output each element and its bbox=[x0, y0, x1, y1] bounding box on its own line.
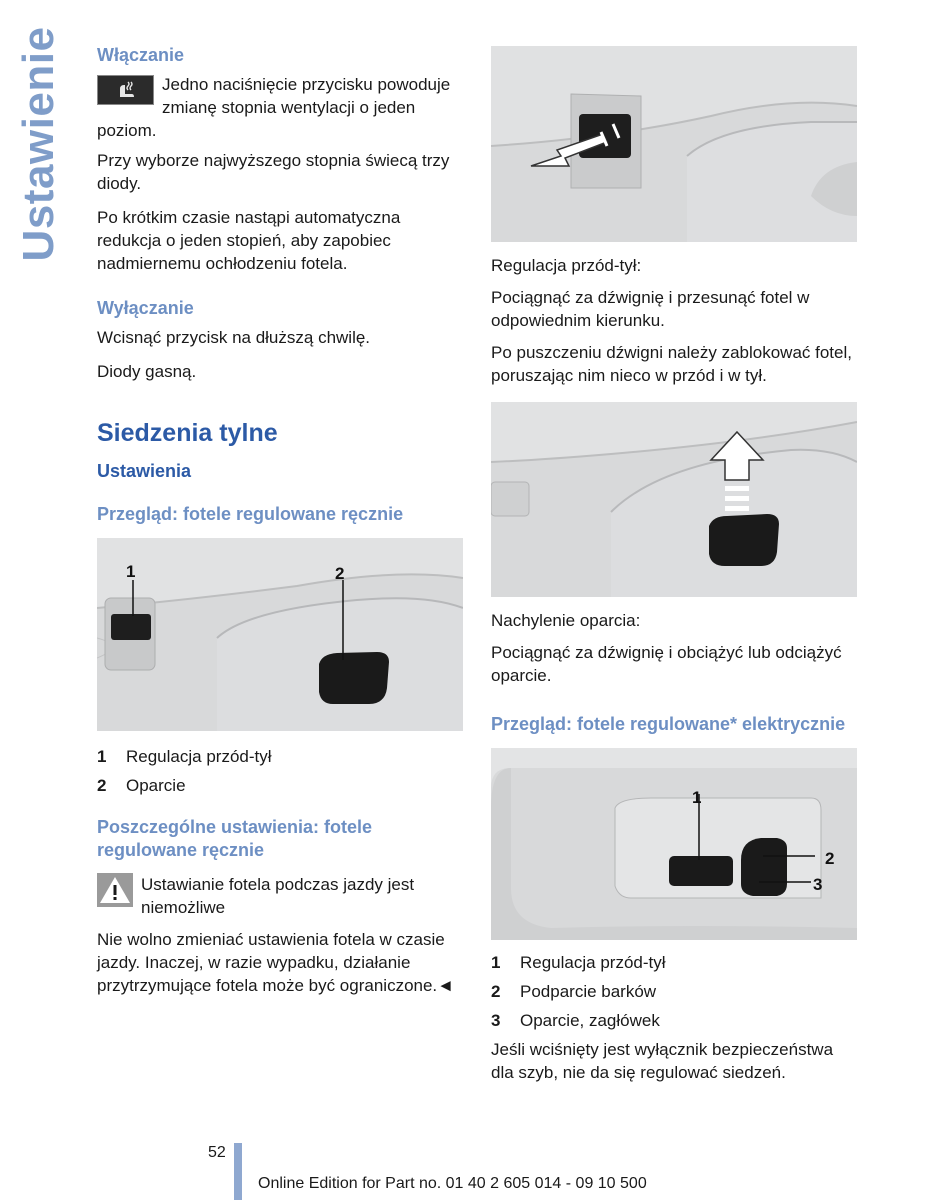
paragraph-electric-note: Jeśli wciśnięty jest wyłącznik bezpieczeństwa dla szyb, nie da się regulować siedzeń. bbox=[491, 1040, 834, 1082]
heading-overview-electric: Przegląd: fotele regulowane* elektrycznie bbox=[491, 714, 846, 734]
backrest-illustration bbox=[491, 402, 857, 597]
heading-wylaczanie: Wyłączanie bbox=[97, 298, 194, 318]
heading-overview-manual: Przegląd: fotele regulowane ręcznie bbox=[97, 504, 404, 524]
paragraph-backrest: Pociągnąć za dźwignię i obciążyć lub odciążyć oparcie. bbox=[491, 643, 842, 685]
figure-backrest bbox=[491, 402, 857, 597]
list-item-number: 1 bbox=[491, 953, 501, 972]
figure-label-3: 3 bbox=[813, 875, 823, 894]
figure-electric-seat bbox=[491, 748, 857, 940]
wlaczanie-text-1: Jedno naciśnięcie przycisku powoduje zmianę stopnia wentylacji o jeden poziom. bbox=[97, 75, 451, 140]
list-item-number: 1 bbox=[97, 747, 107, 766]
warning-triangle-icon bbox=[97, 873, 133, 907]
list-item bbox=[491, 1009, 859, 1032]
list-item-number: 2 bbox=[491, 982, 501, 1001]
left-column bbox=[97, 44, 465, 1008]
fore-aft-illustration bbox=[491, 46, 857, 242]
list-item-number: 3 bbox=[491, 1011, 501, 1030]
section-title: Siedzenia tylne bbox=[97, 419, 278, 447]
footer-bar bbox=[234, 1143, 242, 1200]
manual-seat-illustration bbox=[97, 538, 463, 731]
paragraph-fore-aft-2: Po puszczeniu dźwigni należy zablokować fotel, poruszając nim nieco w przód i w tył. bbox=[491, 343, 852, 385]
paragraph-wlaczanie-3: Po krótkim czasie nastąpi automatyczna redukcja o jeden stopień, aby zapobiec nadmiernemu ochłodzeniu fotela. bbox=[97, 208, 401, 273]
figure-label-2: 2 bbox=[825, 849, 835, 868]
heading-individual-settings: Poszczególne ustawienia: fotele regulowane ręcznie bbox=[97, 817, 373, 860]
list-item-text: Regulacja przód-tył bbox=[126, 747, 272, 766]
warning-paragraph bbox=[97, 873, 465, 919]
list-item-text: Oparcie, zagłówek bbox=[520, 1011, 660, 1030]
seat-ventilation-button-icon bbox=[97, 75, 154, 105]
paragraph-individual: Nie wolno zmieniać ustawienia fotela w czasie jazdy. Inaczej, w razie wypadku, działanie przytrzymujące fotela może być ograniczone.◄ bbox=[97, 930, 454, 995]
figure-label-1: 1 bbox=[692, 788, 702, 807]
list-item bbox=[97, 745, 465, 768]
side-chapter-title bbox=[14, 26, 64, 262]
list-item bbox=[97, 774, 465, 797]
paragraph-fore-aft-1: Pociągnąć za dźwignię i przesunąć fotel w odpowiednim kierunku. bbox=[491, 288, 810, 330]
list-item-text: Regulacja przód-tył bbox=[520, 953, 666, 972]
paragraph-wlaczanie-2: Przy wyborze najwyższego stopnia świecą trzy diody. bbox=[97, 151, 450, 193]
figure-label-1: 1 bbox=[126, 562, 136, 581]
list-item bbox=[491, 980, 859, 1003]
figure-label-2: 2 bbox=[335, 564, 345, 583]
list-item bbox=[491, 951, 859, 974]
electric-seat-illustration bbox=[491, 748, 857, 940]
subsection-title: Ustawienia bbox=[97, 461, 192, 481]
footer-edition-text: Online Edition for Part no. 01 40 2 605 014 - 09 10 500 bbox=[258, 1175, 647, 1192]
paragraph-wylaczanie-2: Diody gasną. bbox=[97, 362, 197, 381]
paragraph-wylaczanie-1: Wcisnąć przycisk na dłuższą chwilę. bbox=[97, 328, 371, 347]
list-item-number: 2 bbox=[97, 776, 107, 795]
figure-fore-aft bbox=[491, 46, 857, 242]
heading-wlaczanie: Włączanie bbox=[97, 45, 185, 65]
side-chapter-title-text: Ustawienie bbox=[14, 26, 63, 262]
warning-text: Ustawianie fotela podczas jazdy jest niemożliwe bbox=[141, 875, 415, 917]
figure-manual-seat bbox=[97, 538, 463, 731]
list-item-text: Oparcie bbox=[126, 776, 186, 795]
fore-aft-label: Regulacja przód-tył: bbox=[491, 256, 642, 275]
list-item-text: Podparcie barków bbox=[520, 982, 657, 1001]
page-number: 52 bbox=[208, 1144, 226, 1161]
backrest-label: Nachylenie oparcia: bbox=[491, 611, 641, 630]
right-column bbox=[491, 46, 859, 1095]
paragraph-wlaczanie-1 bbox=[97, 73, 465, 142]
